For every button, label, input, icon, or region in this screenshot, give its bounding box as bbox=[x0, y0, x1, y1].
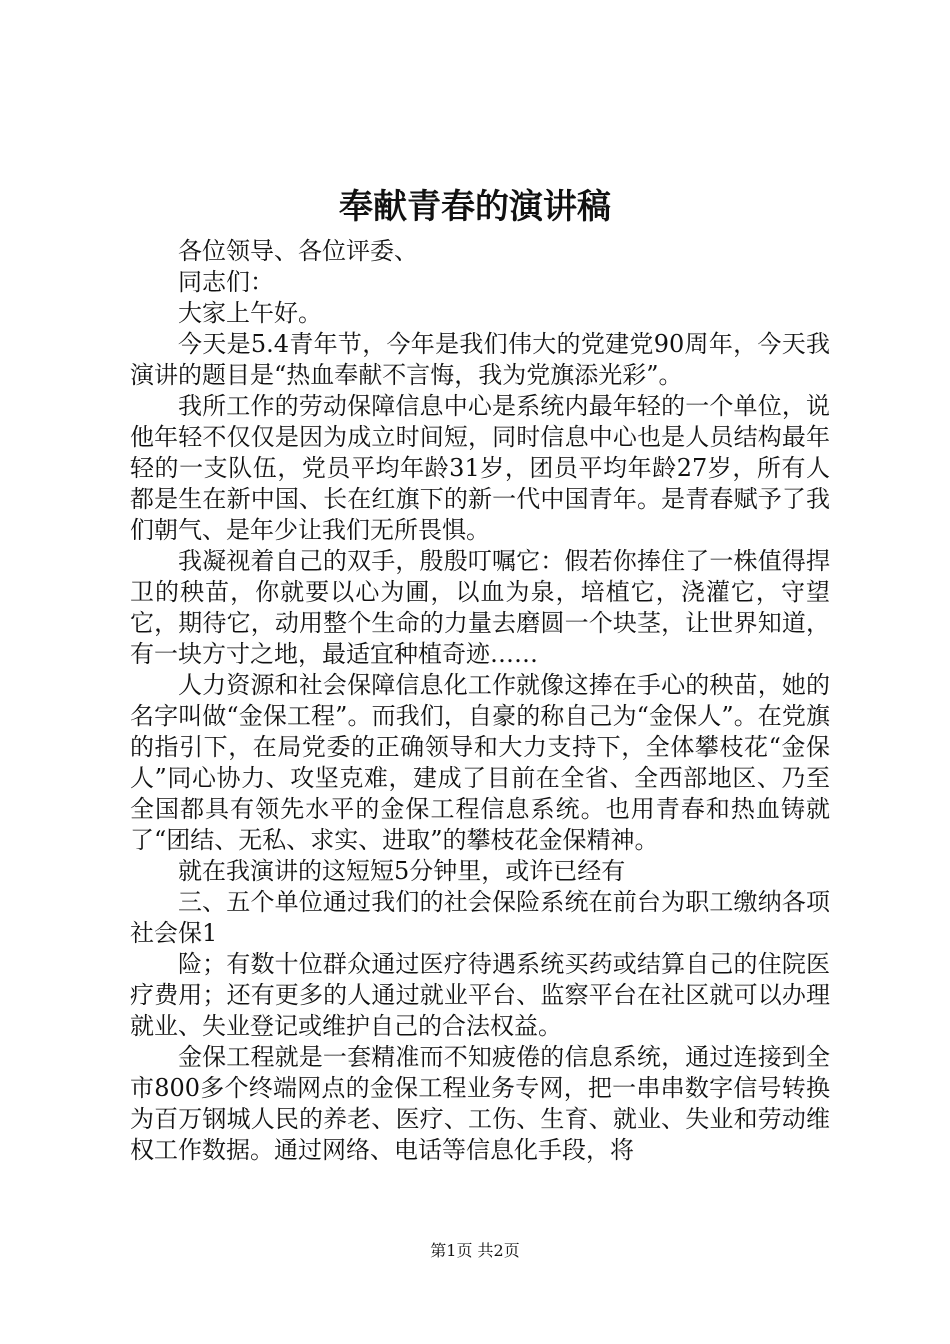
paragraph: 就在我演讲的这短短5分钟里，或许已经有 bbox=[178, 857, 626, 885]
paragraph: 人力资源和社会保障信息化工作就像这捧在手心的秧苗，她的名字叫做“金保工程”。而我们，自豪的称自己为“金保人”。在党旗的指引下，在局党委的正确领导和大力支持下，全体攀枝花“金保人”同心协力、攻坚克难，建成了目前在全省、全西部地区、乃至全国都具有领先水平的金保工程信息系统。也用青春和热血铸就了“团结、无私、求实、进取”的攀枝花金保精神。 bbox=[130, 671, 830, 854]
page-footer: 第1页 共2页 bbox=[430, 1241, 520, 1260]
paragraph: 金保工程就是一套精准而不知疲倦的信息系统，通过连接到全市800多个终端网点的金保工程业务专网，把一串串数字信号转换为百万钢城人民的养老、医疗、工伤、生育、就业、失业和劳动维权工作数据。通过网络、电话等信息化手段，将 bbox=[130, 1043, 830, 1164]
paragraph: 三、五个单位通过我们的社会保险系统在前台为职工缴纳各项社会保1 bbox=[130, 888, 830, 947]
document-title: 奉献青春的演讲稿 bbox=[339, 187, 611, 227]
paragraph-good-morning: 大家上午好。 bbox=[178, 299, 322, 327]
paragraph-comrades: 同志们： bbox=[178, 268, 274, 296]
paragraph: 今天是5.4青年节，今年是我们伟大的党建党90周年，今天我演讲的题目是“热血奉献不言悔，我为党旗添光彩”。 bbox=[130, 330, 830, 389]
paragraph: 我凝视着自己的双手，殷殷叮嘱它：假若你捧住了一株值得捍卫的秧苗，你就要以心为圃，以血为泉，培植它，浇灌它，守望它，期待它，动用整个生命的力量去磨圆一个块茎，让世界知道，有一块方寸之地，最适宜种植奇迹…… bbox=[130, 547, 830, 668]
document-body bbox=[130, 236, 830, 1166]
paragraph-greeting: 各位领导、各位评委、 bbox=[178, 237, 418, 265]
paragraph: 我所工作的劳动保障信息中心是系统内最年轻的一个单位，说他年轻不仅仅是因为成立时间短，同时信息中心也是人员结构最年轻的一支队伍，党员平均年龄31岁，团员平均年龄27岁，所有人都是生在新中国、长在红旗下的新一代中国青年。是青春赋予了我们朝气、是年少让我们无所畏惧。 bbox=[130, 392, 830, 544]
paragraph: 险；有数十位群众通过医疗待遇系统买药或结算自己的住院医疗费用；还有更多的人通过就业平台、监察平台在社区就可以办理就业、失业登记或维护自己的合法权益。 bbox=[130, 950, 830, 1040]
